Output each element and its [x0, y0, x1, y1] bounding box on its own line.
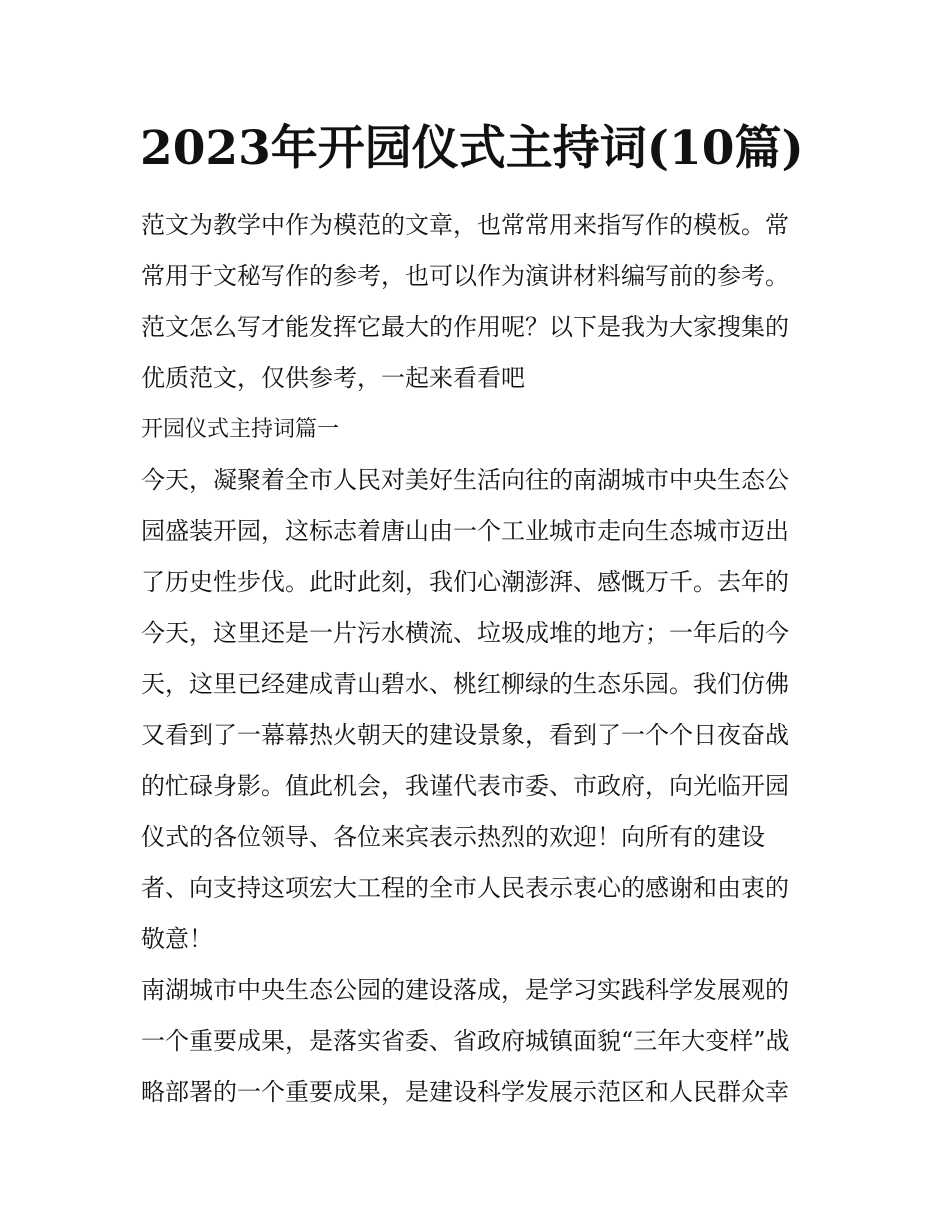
paragraph-line: 今天，这里还是一片污水横流、垃圾成堆的地方；一年后的今: [141, 619, 789, 647]
paragraph-line: 略部署的一个重要成果，是建设科学发展示范区和人民群众幸: [141, 1078, 789, 1106]
paragraph-line: 又看到了一幕幕热火朝天的建设景象，看到了一个个日夜奋战: [141, 721, 789, 749]
section-heading: 开园仪式主持词篇一: [141, 417, 340, 442]
document-body: [141, 200, 813, 1118]
paragraph-line: 范文为教学中作为模范的文章，也常常用来指写作的模板。常: [141, 211, 789, 239]
paragraph-line: 今天，凝聚着全市人民对美好生活向往的南湖城市中央生态公: [141, 466, 789, 494]
document-title: 2023年开园仪式主持词(10篇): [140, 121, 804, 176]
paragraph-line: 敬意！: [141, 925, 213, 953]
paragraph-line: 的忙碌身影。值此机会，我谨代表市委、市政府，向光临开园: [141, 772, 789, 800]
paragraph-line: 一个重要成果，是落实省委、省政府城镇面貌“三年大变样”战: [141, 1027, 790, 1055]
paragraph-line: 常用于文秘写作的参考，也可以作为演讲材料编写前的参考。: [141, 262, 789, 290]
paragraph-line: 园盛装开园，这标志着唐山由一个工业城市走向生态城市迈出: [141, 517, 789, 545]
paragraph-line: 仪式的各位领导、各位来宾表示热烈的欢迎！向所有的建设: [141, 823, 765, 851]
paragraph-line: 南湖城市中央生态公园的建设落成，是学习实践科学发展观的: [141, 976, 789, 1004]
paragraph-line: 者、向支持这项宏大工程的全市人民表示衷心的感谢和由衷的: [141, 874, 789, 902]
paragraph-line: 天，这里已经建成青山碧水、桃红柳绿的生态乐园。我们仿佛: [141, 670, 789, 698]
paragraph-line: 了历史性步伐。此时此刻，我们心潮澎湃、感慨万千。去年的: [141, 568, 789, 596]
paragraph-line: 范文怎么写才能发挥它最大的作用呢？以下是我为大家搜集的: [141, 313, 789, 341]
paragraph-line: 优质范文，仅供参考，一起来看看吧: [141, 364, 525, 392]
